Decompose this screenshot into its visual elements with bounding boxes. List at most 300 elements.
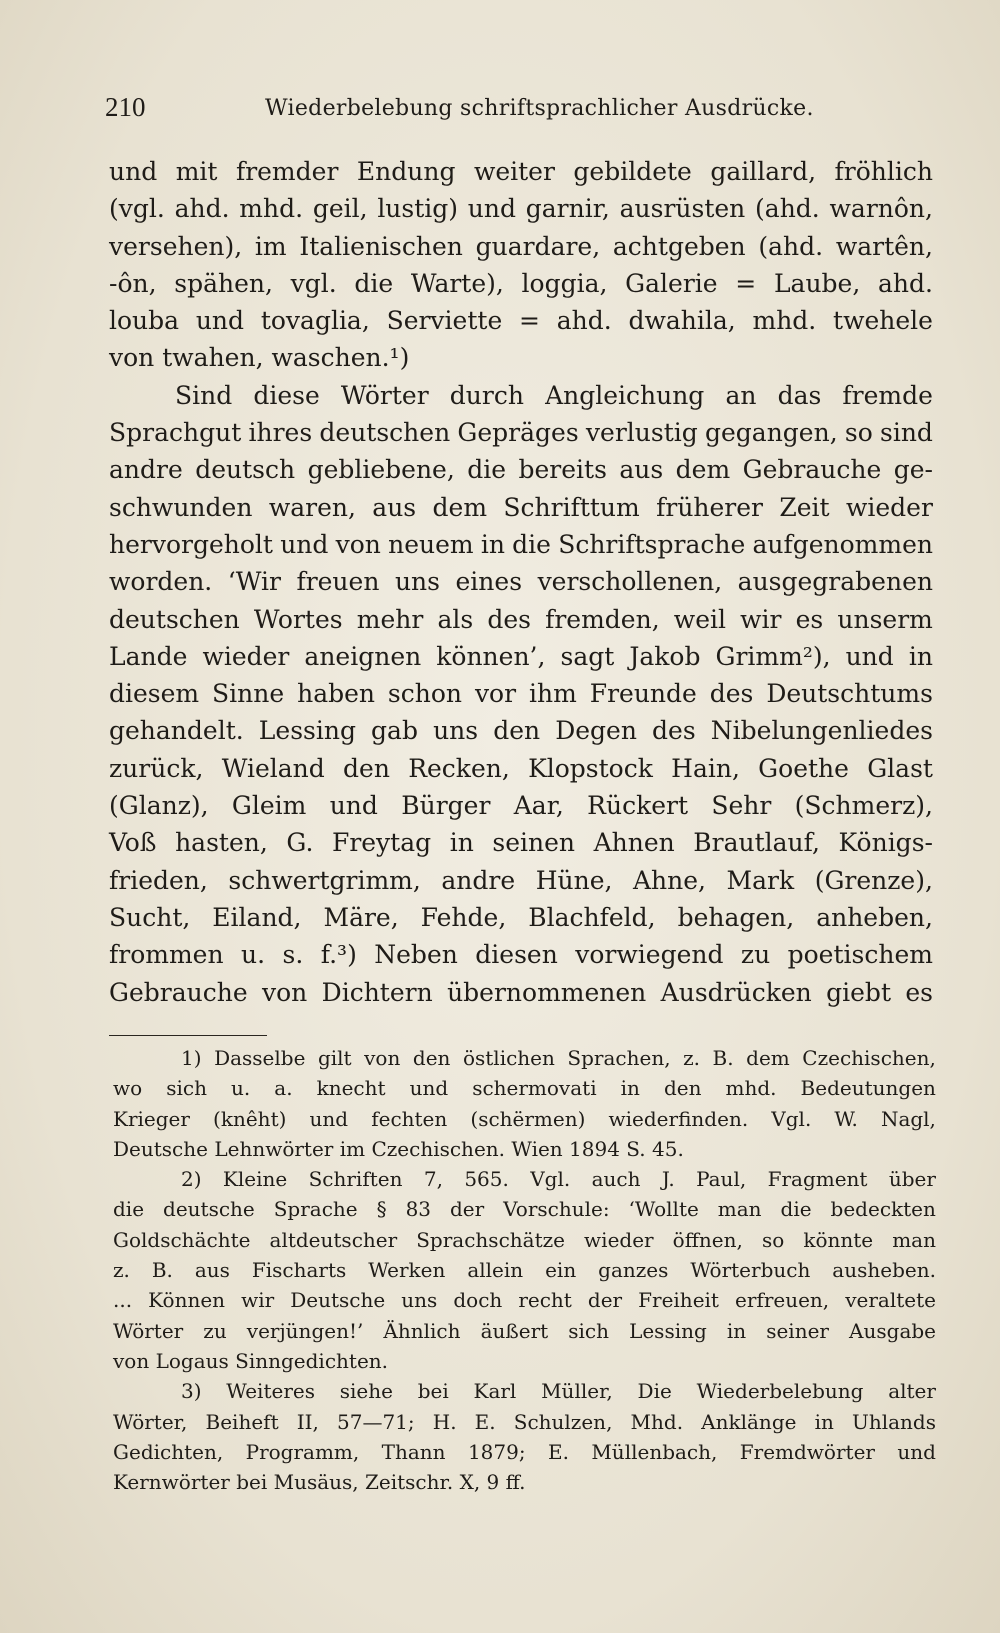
word: dem <box>432 492 488 522</box>
word: gegangen, <box>704 418 838 448</box>
word: ausheben. <box>832 1258 936 1283</box>
word: (Schmerz), <box>794 791 933 821</box>
word: Wörter <box>340 380 429 410</box>
word: fechten <box>371 1106 448 1131</box>
word: östlichen <box>462 1046 555 1070</box>
word: = <box>735 268 757 298</box>
word: gilt <box>317 1046 352 1070</box>
word: Goethe <box>758 753 849 783</box>
word: fröhlich <box>834 157 933 186</box>
footnote-line <box>113 1104 936 1134</box>
word: und <box>467 194 517 224</box>
word: diesen <box>475 940 558 970</box>
word: Brautlauf, <box>693 828 820 858</box>
word: Gebrauche <box>742 455 882 485</box>
word: Hüne, <box>535 865 613 895</box>
word: und <box>897 1439 936 1464</box>
word: Krieger <box>113 1106 190 1131</box>
word: wiederfinden. <box>608 1106 749 1131</box>
word: Blachfeld, <box>528 902 656 932</box>
word: waren, <box>268 492 356 522</box>
word: mit <box>175 157 218 186</box>
word: II, <box>296 1409 319 1434</box>
word: können’, <box>436 641 546 671</box>
text-line <box>109 712 933 749</box>
word: geil, <box>312 194 368 224</box>
word: Mhd. <box>630 1409 684 1434</box>
word: als <box>437 604 474 634</box>
word: übernommenen <box>447 977 647 1007</box>
text-line <box>109 675 933 712</box>
text-line <box>109 563 933 600</box>
word: weiter <box>473 157 555 186</box>
footnote-line <box>113 1437 936 1467</box>
word: verjüngen!’ <box>246 1318 364 1343</box>
word: den <box>412 1046 451 1070</box>
word: deutsche <box>163 1197 255 1222</box>
word: dem <box>746 1046 790 1070</box>
word: verschollenen, <box>537 567 723 597</box>
word: gehandelt. <box>109 716 244 746</box>
word: garnir, <box>525 194 610 224</box>
word: hervorgeholt <box>109 529 273 559</box>
word: Fehde, <box>420 902 507 932</box>
text-line <box>109 638 933 675</box>
word: spähen, <box>174 268 273 298</box>
word: und <box>409 1076 449 1101</box>
word: Wörterbuch <box>690 1258 811 1283</box>
word: ahd. <box>878 268 933 298</box>
word: könnte <box>803 1227 874 1252</box>
word: den <box>663 1076 702 1101</box>
word: das <box>777 380 822 410</box>
word: Neben <box>374 940 458 970</box>
word: behagen, <box>677 902 795 932</box>
word: uns <box>433 716 479 746</box>
word: Thann <box>381 1439 446 1464</box>
word: den <box>343 753 390 783</box>
word: durch <box>449 380 524 410</box>
word: Recken, <box>408 753 510 783</box>
word: wieder <box>202 641 290 671</box>
text-line <box>109 153 933 190</box>
word: haben <box>297 679 375 709</box>
word: ganzes <box>598 1258 669 1283</box>
word: ein <box>545 1258 577 1283</box>
word: Gedichten, <box>113 1439 224 1464</box>
word: gab <box>371 716 418 746</box>
text-line <box>109 899 933 936</box>
word: früherer <box>656 492 764 522</box>
word: neuem <box>388 529 474 559</box>
word: Galerie <box>625 268 718 298</box>
footnote-line: Kernwörter bei Musäus, Zeitschr. X, 9 ff. <box>113 1470 526 1495</box>
word: worden. <box>109 567 213 597</box>
word: siehe <box>339 1379 393 1404</box>
word: wo <box>113 1076 143 1101</box>
word: öffnen, <box>672 1227 743 1252</box>
word: Vgl. <box>771 1106 812 1131</box>
word: Fremdwörter <box>739 1439 875 1464</box>
word: über <box>888 1167 936 1192</box>
word: 3) <box>181 1379 202 1404</box>
word: sind <box>880 418 933 448</box>
word: Schulzen, <box>513 1409 613 1434</box>
word: eines <box>455 567 523 597</box>
word: Voß <box>109 828 157 858</box>
word: recht <box>518 1288 572 1313</box>
word: louba <box>109 306 180 336</box>
word: Anklänge <box>701 1409 797 1434</box>
word: achtgeben <box>612 231 746 261</box>
word: (Grenze), <box>814 865 933 895</box>
footnote-line <box>113 1164 936 1194</box>
running-title: Wiederbelebung schriftsprachlicher Ausdrücke. <box>265 96 814 121</box>
word: guardare, <box>475 231 601 261</box>
word: Aar, <box>513 791 564 821</box>
word: Dichtern <box>321 977 433 1007</box>
word: aus <box>619 455 664 485</box>
word: dwahila, <box>628 306 736 336</box>
text-line <box>109 601 933 638</box>
word: sich <box>166 1076 207 1101</box>
word: E. <box>474 1409 496 1434</box>
footnote-line <box>113 1407 936 1437</box>
word: diese <box>253 380 320 410</box>
word: ge- <box>893 455 933 485</box>
main-text <box>109 153 933 1011</box>
footnotes <box>113 1043 936 1497</box>
word: Vgl. <box>530 1167 571 1192</box>
word: = <box>519 306 540 336</box>
word: von <box>364 1046 401 1070</box>
word: Wörter <box>113 1318 184 1343</box>
word: auch <box>591 1167 641 1192</box>
word: von <box>262 977 308 1007</box>
word: des <box>487 604 531 634</box>
word: Weiteres <box>226 1379 315 1404</box>
text-line <box>109 190 933 227</box>
word: schon <box>387 679 463 709</box>
word: Schrifttum <box>503 492 640 522</box>
word: aufgenommen <box>752 529 933 559</box>
word: E. <box>547 1439 569 1464</box>
word: Schriften <box>308 1167 403 1192</box>
word: Lessing <box>258 716 356 746</box>
word: z. <box>683 1046 701 1070</box>
word: verlustig <box>585 418 698 448</box>
word: 7, <box>423 1167 443 1192</box>
word: B. <box>712 1046 734 1070</box>
word: des <box>652 716 696 746</box>
word: Goldschächte <box>113 1227 251 1252</box>
word: altdeutscher <box>269 1227 398 1252</box>
word: Jakob <box>629 641 701 671</box>
footnote-line <box>113 1225 936 1255</box>
word: und <box>329 791 378 821</box>
word: f.³) <box>320 940 357 970</box>
word: allein <box>467 1258 524 1283</box>
word: Gleim <box>231 791 307 821</box>
footnote-line <box>113 1043 936 1073</box>
word: Schriftsprache <box>558 529 746 559</box>
footnote-line <box>113 1073 936 1103</box>
word: die <box>113 1197 145 1222</box>
word: schwertgrimm, <box>228 865 421 895</box>
text-line <box>109 750 933 787</box>
footnote-line <box>113 1376 936 1406</box>
word: doch <box>453 1288 503 1313</box>
word: Deutsche <box>290 1288 386 1313</box>
word: ahd. <box>174 194 230 224</box>
word: zu <box>740 940 771 970</box>
word: Sprachschätze <box>416 1227 565 1252</box>
word: § <box>376 1197 387 1222</box>
word: die <box>780 1197 812 1222</box>
word: der <box>450 1197 485 1222</box>
word: Vorschule: <box>503 1197 610 1222</box>
word: mhd. <box>239 194 304 224</box>
word: in <box>908 641 933 671</box>
text-line <box>109 265 933 302</box>
word: fremder <box>235 157 339 186</box>
word: in <box>726 1318 747 1343</box>
text-line <box>109 824 933 861</box>
word: W. <box>834 1106 858 1131</box>
word: andre <box>441 865 516 895</box>
word: Sind <box>175 380 233 410</box>
word: Ähnlich <box>383 1318 461 1343</box>
word: s. <box>282 940 304 970</box>
word: die <box>354 268 394 298</box>
word: Warte), <box>410 268 504 298</box>
word: ihm <box>529 679 577 709</box>
word: vorwiegend <box>575 940 724 970</box>
word: von <box>335 529 381 559</box>
word: gebliebene, <box>307 455 455 485</box>
word: frommen <box>109 940 224 970</box>
word: Czechischen, <box>802 1046 936 1070</box>
word: tovaglia, <box>260 306 370 336</box>
footnote-line <box>113 1255 936 1285</box>
word: warnôn, <box>829 194 933 224</box>
word: G. <box>286 828 314 858</box>
word: Wiederbelebung <box>696 1379 864 1404</box>
word: es <box>905 977 933 1007</box>
word: wir <box>241 1288 275 1313</box>
word: aneignen <box>304 641 422 671</box>
word: B. <box>151 1258 173 1283</box>
word: im <box>254 231 287 261</box>
word: Bedeutungen <box>800 1076 936 1101</box>
word: Werken <box>368 1258 446 1283</box>
text-line <box>109 302 933 339</box>
word: Bürger <box>401 791 491 821</box>
word: aus <box>194 1258 230 1283</box>
word: in <box>480 529 505 559</box>
word: und <box>195 306 245 336</box>
word: Paul, <box>696 1167 747 1192</box>
word: ausrüsten <box>619 194 746 224</box>
word: veraltete <box>845 1288 936 1313</box>
word: Müllenbach, <box>591 1439 718 1464</box>
word: Königs- <box>838 828 933 858</box>
word: schwunden <box>109 492 253 522</box>
word: Sprachgut <box>109 418 242 448</box>
word: mhd. <box>725 1076 777 1101</box>
word: uns <box>394 567 440 597</box>
word: ihres <box>248 418 313 448</box>
word: des <box>709 679 754 709</box>
word: frieden, <box>109 865 208 895</box>
word: Fragment <box>767 1167 868 1192</box>
word: Gepräges <box>457 418 579 448</box>
word: den <box>493 716 541 746</box>
word: wieder <box>845 492 933 522</box>
word: Dasselbe <box>214 1046 306 1070</box>
word: unserm <box>837 604 933 634</box>
word: anheben, <box>816 902 933 932</box>
word: Glast <box>867 753 933 783</box>
word: (schërmen) <box>470 1106 586 1131</box>
word: vor <box>474 679 517 709</box>
page-number: 210 <box>105 92 146 122</box>
word: in <box>449 828 474 858</box>
word: weil <box>673 604 726 634</box>
word: der <box>587 1288 623 1313</box>
word: man <box>717 1197 762 1222</box>
word: Eiland, <box>212 902 302 932</box>
word: seinen <box>492 828 575 858</box>
word: schermovati <box>472 1076 597 1101</box>
word: fremden, <box>545 604 660 634</box>
word: Gebrauche <box>109 977 248 1007</box>
text-line <box>109 377 933 414</box>
word: z. <box>113 1258 130 1283</box>
word: 83 <box>405 1197 432 1222</box>
word: 57—71; <box>337 1409 415 1434</box>
word: Müller, <box>541 1379 613 1404</box>
word: Märe, <box>323 902 399 932</box>
word: Sucht, <box>109 902 191 932</box>
word: Kleine <box>222 1167 288 1192</box>
word: Degen <box>555 716 637 746</box>
word: Beiheft <box>205 1409 279 1434</box>
word: uns <box>401 1288 438 1313</box>
word: gebildete <box>573 157 692 186</box>
word: Sinne <box>212 679 285 709</box>
text-line <box>109 787 933 824</box>
word: Wieland <box>221 753 325 783</box>
word: Italienischen <box>299 231 463 261</box>
word: Hain, <box>671 753 740 783</box>
word: äußert <box>480 1318 549 1343</box>
word: (Glanz), <box>109 791 209 821</box>
word: giebt <box>826 977 891 1007</box>
word: Ausgabe <box>849 1318 936 1343</box>
word: Angleichung <box>545 380 705 410</box>
word: bedeckten <box>830 1197 936 1222</box>
footnote-line <box>113 1316 936 1346</box>
word: bereits <box>518 455 607 485</box>
word: (ahd. <box>758 231 824 261</box>
word: Fischarts <box>251 1258 347 1283</box>
text-line <box>109 974 933 1011</box>
word: ahd. <box>556 306 612 336</box>
word: diesem <box>109 679 200 709</box>
word: Serviette <box>386 306 503 336</box>
word: Wortes <box>253 604 343 634</box>
word: (knêht) <box>213 1106 287 1131</box>
word: Freytag <box>331 828 432 858</box>
word: 1879; <box>467 1439 526 1464</box>
word: Können <box>148 1288 226 1313</box>
text-line <box>109 414 933 451</box>
word: an <box>725 380 757 410</box>
word: alter <box>888 1379 936 1404</box>
word: poetischem <box>787 940 933 970</box>
word: in <box>814 1409 834 1434</box>
word: Grimm²), <box>715 641 831 671</box>
word: hasten, <box>175 828 268 858</box>
word: Sehr <box>711 791 772 821</box>
text-line <box>109 451 933 488</box>
word: erfreuen, <box>735 1288 830 1313</box>
word: u. <box>241 940 266 970</box>
word: Klopstock <box>528 753 653 783</box>
word: Rückert <box>587 791 689 821</box>
word: Lessing <box>629 1318 707 1343</box>
word: 1) <box>181 1046 202 1070</box>
word: knecht <box>316 1076 386 1101</box>
word: wartên, <box>835 231 933 261</box>
word: (vgl. <box>109 194 165 224</box>
footnote-line <box>113 1285 936 1315</box>
word: deutschen <box>319 418 451 448</box>
word: die <box>512 529 551 559</box>
word: wieder <box>584 1227 654 1252</box>
word: und <box>280 529 329 559</box>
word: ausgegrabenen <box>737 567 933 597</box>
word: sagt <box>560 641 615 671</box>
word: freuen <box>296 567 380 597</box>
word: wir <box>740 604 782 634</box>
page-header <box>105 92 935 132</box>
word: Zeit <box>779 492 830 522</box>
word: ‘Wollte <box>628 1197 699 1222</box>
word: Sprache <box>273 1197 358 1222</box>
word: zu <box>203 1318 227 1343</box>
word: Karl <box>473 1379 517 1404</box>
word: Nibelungenliedes <box>710 716 933 746</box>
word: dem <box>675 455 731 485</box>
word: u. <box>230 1076 251 1101</box>
word: deutsch <box>195 455 296 485</box>
footnote-line: Deutsche Lehnwörter im Czechischen. Wien 1894 S. 45. <box>113 1136 684 1161</box>
word: Sprachen, <box>567 1046 671 1070</box>
word: twehele <box>833 306 933 336</box>
word: Ahnen <box>593 828 675 858</box>
text-line <box>109 228 933 265</box>
word: Wörter, <box>113 1409 188 1434</box>
word: Die <box>637 1379 672 1404</box>
footnote-line: von Logaus Sinngedichten. <box>113 1348 389 1373</box>
word: man <box>892 1227 936 1252</box>
word: es <box>795 604 824 634</box>
word: a. <box>274 1076 293 1101</box>
text-line <box>109 489 933 526</box>
word: ... <box>113 1288 133 1313</box>
